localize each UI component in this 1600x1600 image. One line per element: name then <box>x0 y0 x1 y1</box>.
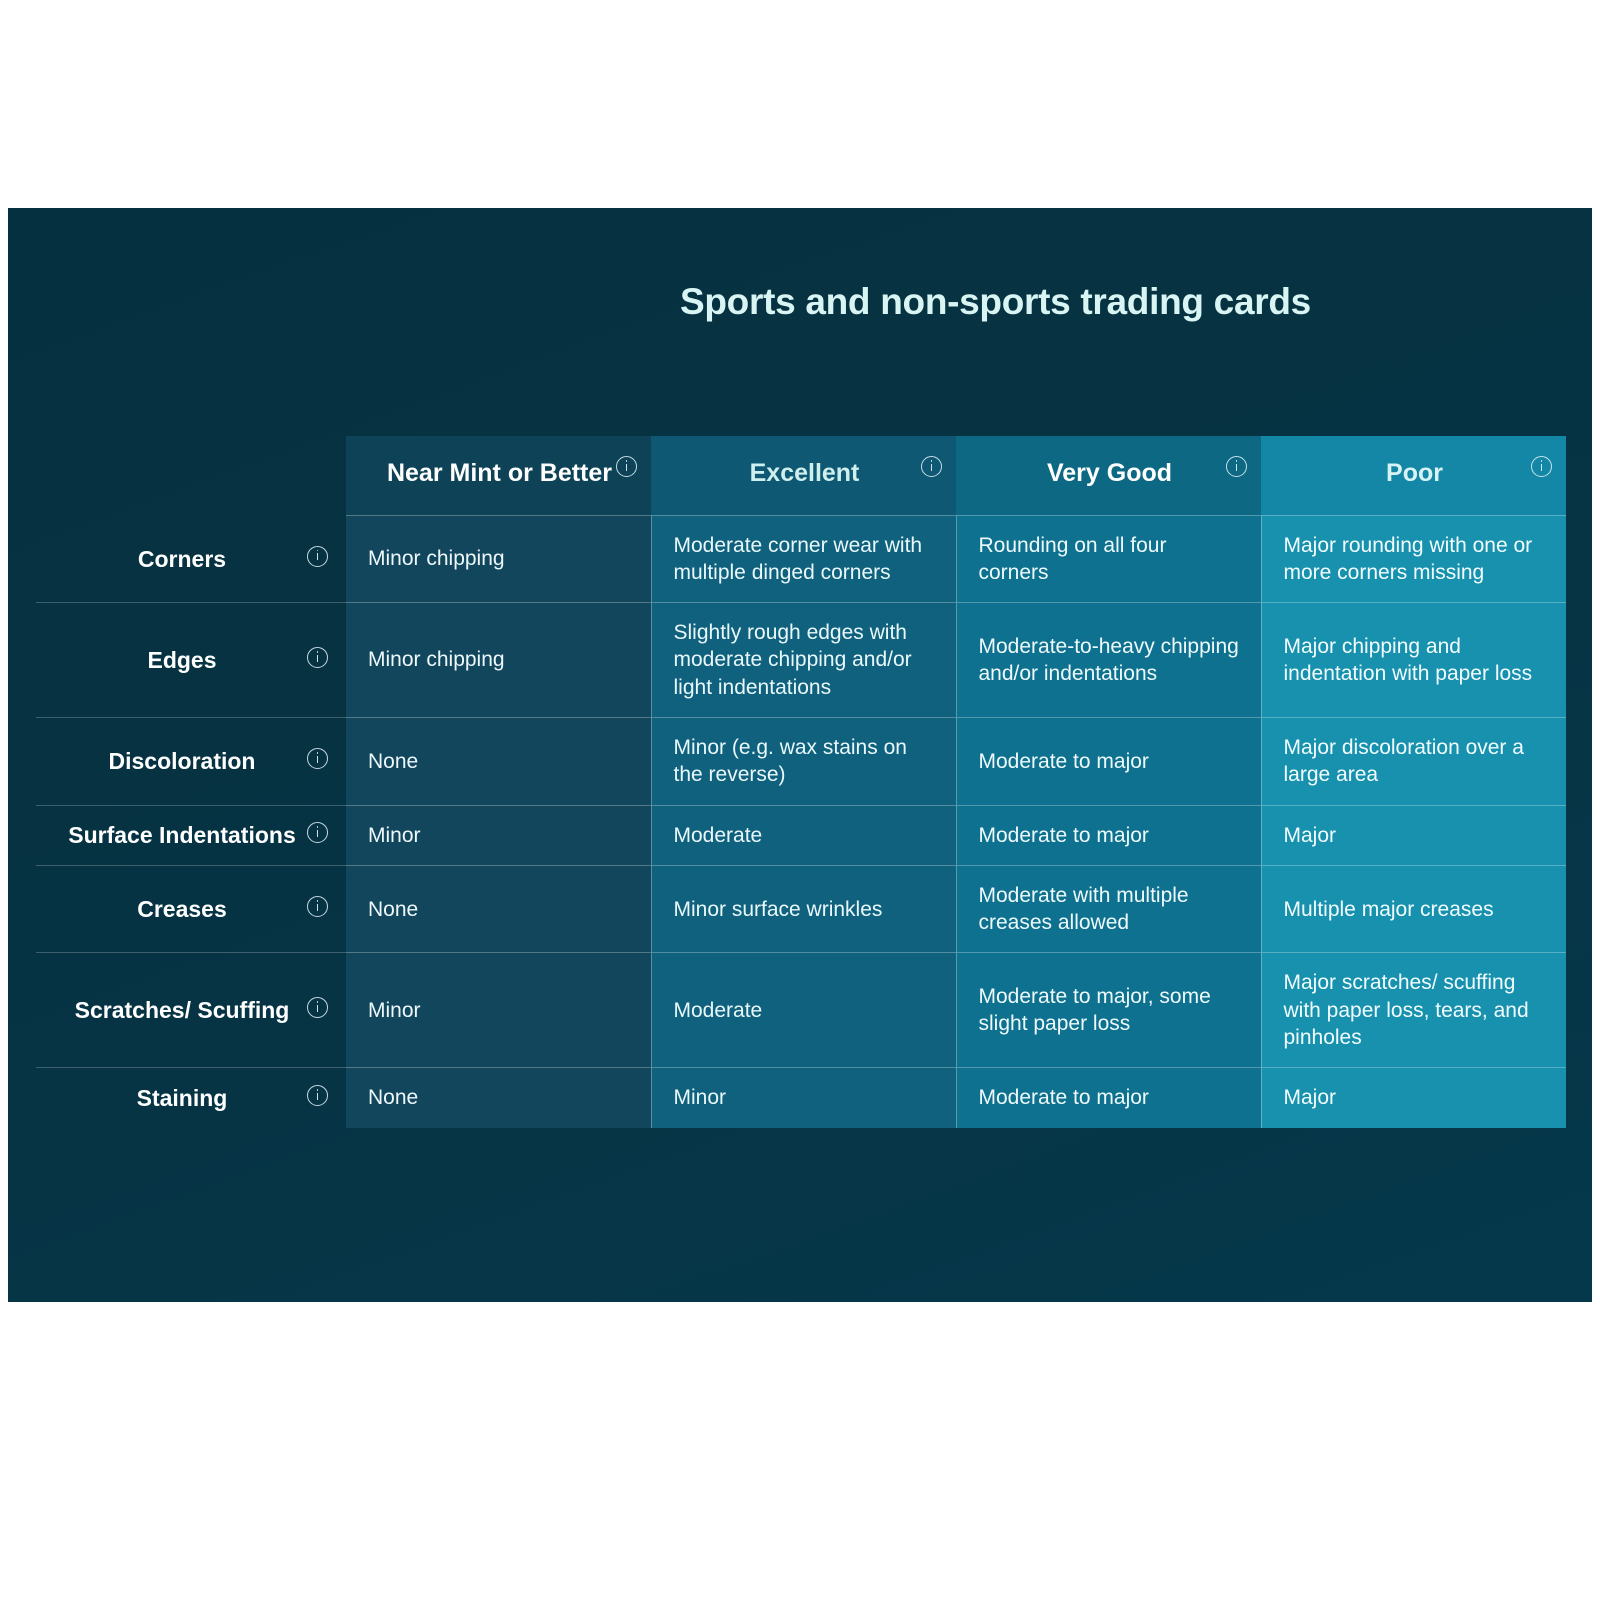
row-header-edges[interactable] <box>36 603 346 718</box>
table-row <box>36 603 1566 718</box>
cell-edges-very-good: Moderate-to-heavy chipping and/or indentations <box>956 603 1261 718</box>
row-header-label: Discoloration <box>108 748 256 775</box>
table-row <box>36 805 1566 865</box>
row-header-staining[interactable] <box>36 1068 346 1128</box>
info-icon[interactable] <box>307 821 328 849</box>
cell-surface-indentations-very-good: Moderate to major <box>956 805 1261 865</box>
row-header-label: Edges <box>147 647 217 674</box>
column-header-label: Excellent <box>749 459 860 487</box>
cell-scratches-excellent: Moderate <box>651 953 956 1068</box>
cell-scratches-near-mint: Minor <box>346 953 651 1068</box>
cell-surface-indentations-near-mint: Minor <box>346 805 651 865</box>
cell-surface-indentations-poor: Major <box>1261 805 1566 865</box>
cell-corners-very-good: Rounding on all four corners <box>956 515 1261 603</box>
info-icon[interactable] <box>307 895 328 923</box>
cell-staining-excellent: Minor <box>651 1068 956 1128</box>
table-row <box>36 1068 1566 1128</box>
row-header-surface-indentations[interactable] <box>36 805 346 865</box>
cell-creases-poor: Multiple major creases <box>1261 865 1566 953</box>
cell-staining-poor: Major <box>1261 1068 1566 1128</box>
info-icon[interactable] <box>1531 454 1552 485</box>
cell-discoloration-excellent: Minor (e.g. wax stains on the reverse) <box>651 717 956 805</box>
cell-surface-indentations-excellent: Moderate <box>651 805 956 865</box>
table-corner-cell <box>36 436 346 515</box>
grading-standards-panel <box>8 208 1592 1302</box>
row-header-creases[interactable] <box>36 865 346 953</box>
cell-creases-near-mint: None <box>346 865 651 953</box>
row-header-label: Creases <box>137 896 227 923</box>
row-header-label: Corners <box>137 545 227 572</box>
cell-corners-near-mint: Minor chipping <box>346 515 651 603</box>
cell-creases-very-good: Moderate with multiple creases allowed <box>956 865 1261 953</box>
row-header-scratches-scuffing[interactable] <box>36 953 346 1068</box>
row-header-label: Scratches/ Scuffing <box>74 997 290 1024</box>
cell-staining-near-mint: None <box>346 1068 651 1128</box>
column-header-very-good[interactable] <box>956 436 1261 515</box>
cell-discoloration-very-good: Moderate to major <box>956 717 1261 805</box>
column-header-poor[interactable] <box>1261 436 1566 515</box>
table-row <box>36 953 1566 1068</box>
cell-staining-very-good: Moderate to major <box>956 1068 1261 1128</box>
page-title: Sports and non-sports trading cards <box>680 281 1311 322</box>
info-icon[interactable] <box>616 454 637 485</box>
info-icon[interactable] <box>307 996 328 1024</box>
info-icon[interactable] <box>307 646 328 674</box>
cell-edges-poor: Major chipping and indentation with paper loss <box>1261 603 1566 718</box>
grading-matrix <box>36 436 1566 1128</box>
row-header-label: Surface Indentations <box>68 822 296 849</box>
column-header-label: Near Mint or Better <box>386 459 613 487</box>
table-row <box>36 865 1566 953</box>
cell-scratches-poor: Major scratches/ scuffing with paper loss, tears, and pinholes <box>1261 953 1566 1068</box>
cell-corners-poor: Major rounding with one or more corners missing <box>1261 515 1566 603</box>
table-row <box>36 515 1566 603</box>
cell-discoloration-near-mint: None <box>346 717 651 805</box>
info-icon[interactable] <box>307 545 328 573</box>
cell-corners-excellent: Moderate corner wear with multiple dinged corners <box>651 515 956 603</box>
column-header-excellent[interactable] <box>651 436 956 515</box>
column-header-label: Poor <box>1386 459 1443 487</box>
cell-scratches-very-good: Moderate to major, some slight paper loss <box>956 953 1261 1068</box>
cell-creases-excellent: Minor surface wrinkles <box>651 865 956 953</box>
grading-table <box>36 436 1566 1128</box>
info-icon[interactable] <box>307 1084 328 1112</box>
row-header-corners[interactable] <box>36 515 346 603</box>
table-row <box>36 717 1566 805</box>
row-header-label: Staining <box>136 1084 228 1111</box>
cell-edges-near-mint: Minor chipping <box>346 603 651 718</box>
info-icon[interactable] <box>307 747 328 775</box>
cell-edges-excellent: Slightly rough edges with moderate chipping and/or light indentations <box>651 603 956 718</box>
row-header-discoloration[interactable] <box>36 717 346 805</box>
column-header-near-mint[interactable] <box>346 436 651 515</box>
info-icon[interactable] <box>1226 454 1247 485</box>
table-header-row <box>36 436 1566 515</box>
cell-discoloration-poor: Major discoloration over a large area <box>1261 717 1566 805</box>
column-header-label: Very Good <box>1046 459 1173 487</box>
info-icon[interactable] <box>921 454 942 485</box>
